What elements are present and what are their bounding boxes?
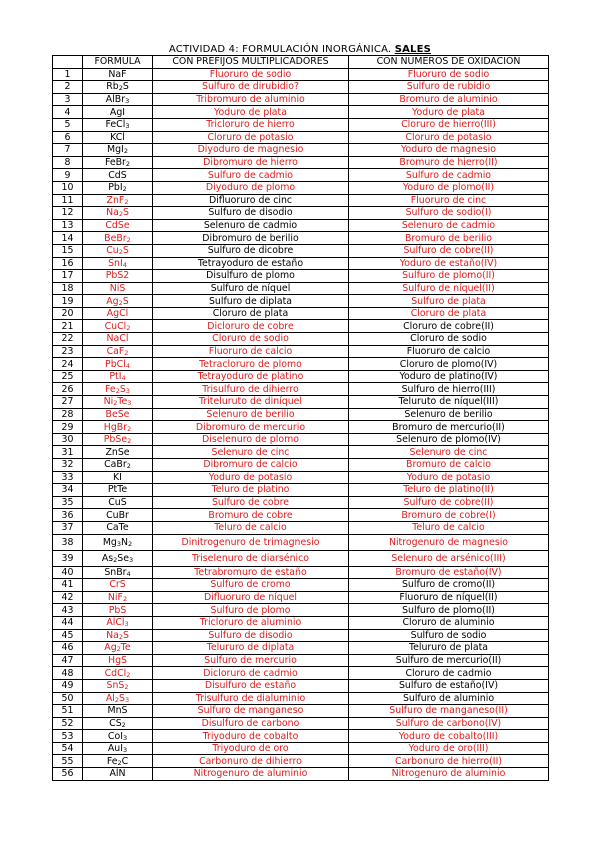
oxidation-name-cell: Cloruro de hierro(III) [349,118,549,131]
table-row [53,629,549,642]
prefix-name-cell: Sulfuro de níquel [153,282,349,295]
row-number: 18 [53,282,83,295]
row-number: 52 [53,717,83,730]
oxidation-name-cell: Fluoruro de cinc [349,194,549,207]
table-row [53,396,549,409]
oxidation-name-cell: Sulfuro de plomo(II) [349,270,549,283]
formula-cell: PtTe [83,484,153,497]
oxidation-name-cell: Teluro de platino(II) [349,484,549,497]
title-prefix: ACTIVIDAD 4: FORMULACIÓN INORGÁNICA. [168,44,392,55]
table-row [53,433,549,446]
prefix-name-cell: Tetrabromuro de estaño [153,566,349,579]
formula-cell: BeBr$_2$ [83,232,153,245]
prefix-name-cell: Sulfuro de dicobre [153,244,349,257]
oxidation-name-cell: Selenuro de arsénico(III) [349,550,549,566]
table-row [53,742,549,755]
prefix-name-cell: Tricloruro de aluminio [153,616,349,629]
row-number: 26 [53,383,83,396]
oxidation-name-cell: Teluro de calcio [349,521,549,534]
formula-cell: $Ag_2Te$ [83,642,153,655]
row-number: 47 [53,654,83,667]
table-row [53,181,549,194]
prefix-name-cell: Telururo de diplata [153,642,349,655]
row-number: 41 [53,579,83,592]
row-number: 45 [53,629,83,642]
formula-cell: CaBr$_2$ [83,459,153,472]
oxidation-name-cell: Bromuro de cobre(I) [349,509,549,522]
formula-cell: CrS [83,579,153,592]
row-number: 11 [53,194,83,207]
table-row [53,616,549,629]
formula-cell: PtI$_4$ [83,370,153,383]
oxidation-name-cell: Bromuro de estaño(IV) [349,566,549,579]
table-row [53,118,549,131]
prefix-name-cell: Cloruro de potasio [153,131,349,144]
row-number: 28 [53,408,83,421]
title-strong: SALES [394,44,432,55]
table-row [53,345,549,358]
table-row [53,654,549,667]
formula-cell: AlN [83,768,153,781]
formula-cell: NiS [83,282,153,295]
row-number: 36 [53,509,83,522]
prefix-name-cell: Fluoruro de sodio [153,68,349,81]
formula-cell: HgS [83,654,153,667]
formula-cell: $Mg_3N_2$ [83,534,153,550]
formula-cell: $Ag_2S$ [83,295,153,308]
prefix-name-cell: Tetrayoduro de platino [153,370,349,383]
oxidation-name-cell: Cloruro de sodio [349,333,549,346]
oxidation-name-cell: Bromuro de mercurio(II) [349,421,549,434]
formula-cell: AlBr$_3$ [83,93,153,106]
table-row [53,591,549,604]
oxidation-name-cell: Bromuro de aluminio [349,93,549,106]
prefix-name-cell: Disulfuro de estaño [153,679,349,692]
row-number: 25 [53,370,83,383]
prefix-name-cell: Sulfuro de cobre [153,496,349,509]
oxidation-name-cell: Sulfuro de mercurio(II) [349,654,549,667]
prefix-name-cell: Sulfuro de cromo [153,579,349,592]
row-number: 4 [53,106,83,119]
oxidation-name-cell: Yoduro de platino(IV) [349,370,549,383]
oxidation-name-cell: Sulfuro de rubidio [349,81,549,94]
table-row [53,446,549,459]
prefix-name-cell: Selenuro de cinc [153,446,349,459]
row-number: 6 [53,131,83,144]
row-number: 43 [53,604,83,617]
table-row [53,93,549,106]
row-number: 34 [53,484,83,497]
row-number: 46 [53,642,83,655]
table-row [53,579,549,592]
row-number: 3 [53,93,83,106]
prefix-name-cell: Carbonuro de dihierro [153,755,349,768]
prefix-name-cell: Yoduro de plata [153,106,349,119]
formula-cell: $Na_2S$ [83,629,153,642]
prefix-name-cell: Disulfuro de carbono [153,717,349,730]
formula-cell: ZnSe [83,446,153,459]
row-number: 27 [53,396,83,409]
prefix-name-cell: Cloruro de plata [153,307,349,320]
oxidation-name-cell: Nitrogenuro de magnesio [349,534,549,550]
prefix-name-cell: Sulfuro de diplata [153,295,349,308]
formula-cell: AgI [83,106,153,119]
row-number: 8 [53,156,83,169]
table-row [53,496,549,509]
formula-cell: PbS2 [83,270,153,283]
oxidation-name-cell: Bromuro de hierro(II) [349,156,549,169]
row-number: 35 [53,496,83,509]
formula-cell: NaCl [83,333,153,346]
formula-cell: FeBr$_2$ [83,156,153,169]
table-row [53,484,549,497]
formula-cell: NaF [83,68,153,81]
formula-cell: CuCl$_2$ [83,320,153,333]
header-formula: FÓRMULA [83,56,153,69]
prefix-name-cell: Difluoruro de níquel [153,591,349,604]
prefix-name-cell: Diyoduro de plomo [153,181,349,194]
formula-cell: HgBr$_2$ [83,421,153,434]
header-row [53,56,549,69]
prefix-name-cell: Fluoruro de calcio [153,345,349,358]
row-number: 30 [53,433,83,446]
prefix-name-cell: Dicloruro de cobre [153,320,349,333]
prefix-name-cell: Difluoruro de cinc [153,194,349,207]
prefix-name-cell: Diyoduro de magnesio [153,144,349,157]
oxidation-name-cell: Sulfuro de hierro(III) [349,383,549,396]
row-number: 14 [53,232,83,245]
table-row [53,282,549,295]
table-row [53,604,549,617]
row-number: 9 [53,169,83,182]
table-row [53,730,549,743]
table-row [53,521,549,534]
prefix-name-cell: Sulfuro de disodio [153,207,349,220]
oxidation-name-cell: Sulfuro de sodio [349,629,549,642]
formula-cell: $Ni_2Te_3$ [83,396,153,409]
table-row [53,320,549,333]
prefix-name-cell: Sulfuro de manganeso [153,705,349,718]
formula-cell: SnBr$_4$ [83,566,153,579]
prefix-name-cell: Dibromuro de berilio [153,232,349,245]
row-number: 16 [53,257,83,270]
oxidation-name-cell: Selenuro de cadmio [349,219,549,232]
formula-cell: MgI$_2$ [83,144,153,157]
table-row [53,667,549,680]
table-row [53,679,549,692]
formula-cell: CuS [83,496,153,509]
row-number: 22 [53,333,83,346]
formula-cell: CaTe [83,521,153,534]
prefix-name-cell: Sulfuro de dirubidio? [153,81,349,94]
prefix-name-cell: Tribromuro de aluminio [153,93,349,106]
row-number: 50 [53,692,83,705]
oxidation-name-cell: Cloruro de potasio [349,131,549,144]
oxidation-name-cell: Sulfuro de estaño(IV) [349,679,549,692]
formula-cell: AuI$_3$ [83,742,153,755]
oxidation-name-cell: Yoduro de cobalto(III) [349,730,549,743]
oxidation-name-cell: Selenuro de plomo(IV) [349,433,549,446]
table-row [53,232,549,245]
table-row [53,717,549,730]
oxidation-name-cell: Yoduro de plomo(II) [349,181,549,194]
table-row [53,705,549,718]
oxidation-name-cell: Sulfuro de sodio(I) [349,207,549,220]
oxidation-name-cell: Nitrogenuro de aluminio [349,768,549,781]
table-row [53,358,549,371]
prefix-name-cell: Triselenuro de diarsénico [153,550,349,566]
prefix-name-cell: Sulfuro de disodio [153,629,349,642]
prefix-name-cell: Dibromuro de mercurio [153,421,349,434]
row-number: 10 [53,181,83,194]
prefix-name-cell: Dibromuro de hierro [153,156,349,169]
formula-cell: $As_2Se_3$ [83,550,153,566]
oxidation-name-cell: Sulfuro de cadmio [349,169,549,182]
table-row [53,68,549,81]
oxidation-name-cell: Cloruro de plomo(IV) [349,358,549,371]
formulation-table [52,55,549,781]
formula-cell: NiF$_2$ [83,591,153,604]
table-row [53,207,549,220]
oxidation-name-cell: Fluoruro de calcio [349,345,549,358]
table-row [53,194,549,207]
formula-cell: MnS [83,705,153,718]
formula-cell: SnI$_4$ [83,257,153,270]
formula-cell: $Rb_2S$ [83,81,153,94]
prefix-name-cell: Sulfuro de cadmio [153,169,349,182]
prefix-name-cell: Tricloruro de hierro [153,118,349,131]
row-number: 13 [53,219,83,232]
oxidation-name-cell: Sulfuro de plomo(II) [349,604,549,617]
row-number: 21 [53,320,83,333]
prefix-name-cell: Nitrogenuro de aluminio [153,768,349,781]
row-number: 56 [53,768,83,781]
prefix-name-cell: Dicloruro de cadmio [153,667,349,680]
formula-cell: $Fe_2C$ [83,755,153,768]
oxidation-name-cell: Fluoruro de sodio [349,68,549,81]
oxidation-name-cell: Bromuro de calcio [349,459,549,472]
formula-cell: SnS$_2$ [83,679,153,692]
prefix-name-cell: Tetracloruro de plomo [153,358,349,371]
prefix-name-cell: Yoduro de potasio [153,471,349,484]
prefix-name-cell: Dibromuro de calcio [153,459,349,472]
formula-cell: $Al_2S_3$ [83,692,153,705]
prefix-name-cell: Trisulfuro de dihierro [153,383,349,396]
prefix-name-cell: Triyoduro de oro [153,742,349,755]
row-number: 51 [53,705,83,718]
formula-cell: AlCl$_3$ [83,616,153,629]
formula-cell: KCl [83,131,153,144]
table-row [53,755,549,768]
row-number: 24 [53,358,83,371]
table-row [53,383,549,396]
prefix-name-cell: Disulfuro de plomo [153,270,349,283]
row-number: 29 [53,421,83,434]
table-row [53,307,549,320]
formula-cell: CuBr [83,509,153,522]
row-number: 31 [53,446,83,459]
oxidation-name-cell: Sulfuro de aluminio [349,692,549,705]
row-number: 7 [53,144,83,157]
table-row [53,550,549,566]
formula-cell: CaF$_2$ [83,345,153,358]
oxidation-name-cell: Yoduro de potasio [349,471,549,484]
oxidation-name-cell: Sulfuro de manganeso(II) [349,705,549,718]
table-row [53,534,549,550]
oxidation-name-cell: Fluoruro de níquel(II) [349,591,549,604]
table-row [53,768,549,781]
oxidation-name-cell: Cloruro de cobre(II) [349,320,549,333]
oxidation-name-cell: Bromuro de berilio [349,232,549,245]
row-number: 49 [53,679,83,692]
row-number: 53 [53,730,83,743]
table-row [53,566,549,579]
oxidation-name-cell: Cloruro de aluminio [349,616,549,629]
prefix-name-cell: Selenuro de cadmio [153,219,349,232]
prefix-name-cell: Selenuro de berilio [153,408,349,421]
formula-cell: PbI$_2$ [83,181,153,194]
prefix-name-cell: Sulfuro de mercurio [153,654,349,667]
oxidation-name-cell: Teluruto de níquel(III) [349,396,549,409]
row-number: 48 [53,667,83,680]
formula-cell: FeCl$_3$ [83,118,153,131]
oxidation-name-cell: Sulfuro de cromo(II) [349,579,549,592]
prefix-name-cell: Trisulfuro de dialuminio [153,692,349,705]
row-number: 54 [53,742,83,755]
oxidation-name-cell: Sulfuro de plata [349,295,549,308]
oxidation-name-cell: Selenuro de berilio [349,408,549,421]
prefix-name-cell: Diselenuro de plomo [153,433,349,446]
oxidation-name-cell: Cloruro de plata [349,307,549,320]
table-row [53,144,549,157]
formula-cell: CoI$_3$ [83,730,153,743]
table-row [53,333,549,346]
page-title [0,44,600,55]
oxidation-name-cell: Yoduro de plata [349,106,549,119]
row-number: 39 [53,550,83,566]
row-number: 32 [53,459,83,472]
formula-cell: KI [83,471,153,484]
formula-cell: BeSe [83,408,153,421]
table-row [53,270,549,283]
row-number: 12 [53,207,83,220]
table-row [53,156,549,169]
prefix-name-cell: Triyoduro de cobalto [153,730,349,743]
table-row [53,509,549,522]
formula-cell: PbS [83,604,153,617]
table-row [53,131,549,144]
table-row [53,81,549,94]
oxidation-name-cell: Yoduro de estaño(IV) [349,257,549,270]
formula-cell: ZnF$_2$ [83,194,153,207]
oxidation-name-cell: Sulfuro de níquel(II) [349,282,549,295]
oxidation-name-cell: Telururo de plata [349,642,549,655]
prefix-name-cell: Triteluruto de diníquel [153,396,349,409]
row-number: 40 [53,566,83,579]
table-row [53,408,549,421]
row-number: 20 [53,307,83,320]
table-row [53,421,549,434]
row-number: 55 [53,755,83,768]
prefix-name-cell: Dinitrogenuro de trimagnesio [153,534,349,550]
table-row [53,295,549,308]
row-number: 42 [53,591,83,604]
row-number: 19 [53,295,83,308]
prefix-name-cell: Sulfuro de plomo [153,604,349,617]
table-body [53,68,549,780]
table-row [53,219,549,232]
row-number: 17 [53,270,83,283]
oxidation-name-cell: Yoduro de oro(III) [349,742,549,755]
oxidation-name-cell: Sulfuro de carbono(IV) [349,717,549,730]
prefix-name-cell: Cloruro de sodio [153,333,349,346]
row-number: 2 [53,81,83,94]
formula-cell: $Cu_2S$ [83,244,153,257]
table-row [53,257,549,270]
row-number: 44 [53,616,83,629]
prefix-name-cell: Tetrayoduro de estaño [153,257,349,270]
oxidation-name-cell: Yoduro de magnesio [349,144,549,157]
formula-cell: CdSe [83,219,153,232]
oxidation-name-cell: Cloruro de cadmio [349,667,549,680]
oxidation-name-cell: Sulfuro de cobre(II) [349,496,549,509]
formula-cell: CdCl$_2$ [83,667,153,680]
row-number: 33 [53,471,83,484]
header-number [53,56,83,69]
header-oxidation: CON NÚMEROS DE OXIDACIÓN [349,56,549,69]
prefix-name-cell: Bromuro de cobre [153,509,349,522]
table-row [53,692,549,705]
row-number: 15 [53,244,83,257]
formula-cell: PbSe$_2$ [83,433,153,446]
table-row [53,459,549,472]
formula-cell: $Fe_2S_3$ [83,383,153,396]
formula-cell: $Na_2S$ [83,207,153,220]
table-row [53,642,549,655]
row-number: 23 [53,345,83,358]
formula-cell: $CS_2$ [83,717,153,730]
row-number: 1 [53,68,83,81]
oxidation-name-cell: Selenuro de cinc [349,446,549,459]
oxidation-name-cell: Carbonuro de hierro(II) [349,755,549,768]
row-number: 37 [53,521,83,534]
header-prefixes: CON PREFIJOS MULTIPLICADORES [153,56,349,69]
formula-cell: CdS [83,169,153,182]
row-number: 5 [53,118,83,131]
row-number: 38 [53,534,83,550]
formula-cell: PbCl$_4$ [83,358,153,371]
table-row [53,370,549,383]
oxidation-name-cell: Sulfuro de cobre(II) [349,244,549,257]
prefix-name-cell: Teluro de calcio [153,521,349,534]
prefix-name-cell: Teluro de platino [153,484,349,497]
table-row [53,471,549,484]
table-row [53,169,549,182]
table-row [53,106,549,119]
table-row [53,244,549,257]
formula-cell: AgCl [83,307,153,320]
